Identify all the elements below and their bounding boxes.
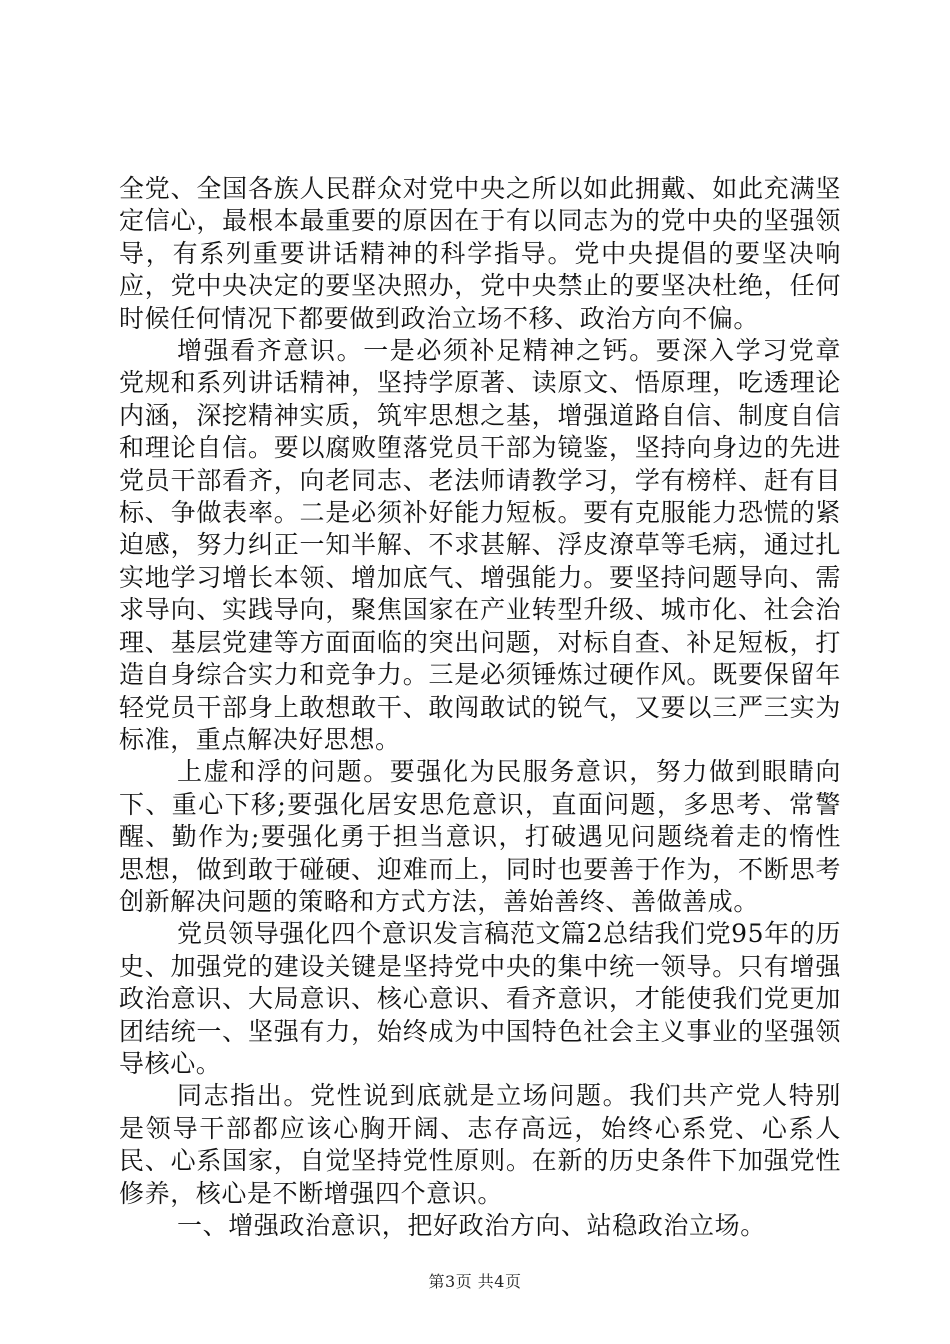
paragraph-alignment-awareness: 增强看齐意识。一是必须补足精神之钙。要深入学习党章党规和系列讲话精神，坚持学原著、读原文、悟原理，吃透理论内涵，深挖精神实质，筑牢思想之基，增强道路自信、制度自信和理论自信。要以腐败堕落党员干部为镜鉴，坚持向身边的先进党员干部看齐，向老同志、老法师请教学习，学有榜样、赶有目标、争做表率。二是必须补好能力短板。要有克服能力恐慌的紧迫感，努力纠正一知半解、不求甚解、浮皮潦草等毛病，通过扎实地学习增长本领、增加底气、增强能力。要坚持问题导向、需求导向、实践导向，聚焦国家在产业转型升级、城市化、社会治理、基层党建等方面面临的突出问题，对标自查、补足短板，打造自身综合实力和竞争力。三是必须锤炼过硬作风。既要保留年轻党员干部身上敢想敢干、敢闯敢试的锐气，又要以三严三实为标准，重点解决好思想。: [119, 336, 841, 754]
paragraph-continuation: 全党、全国各族人民群众对党中央之所以如此拥戴、如此充满坚定信心，最根本最重要的原因在于有以同志为的党中央的坚强领导，有系列重要讲话精神的科学指导。党中央提倡的要坚决响应，党中央决定的要坚决照办，党中央禁止的要坚决杜绝，任何时候任何情况下都要做到政治立场不移、政治方向不偏。: [119, 174, 841, 333]
document-body: [119, 173, 841, 1242]
paragraph-sample-2: 党员领导强化四个意识发言稿范文篇2总结我们党95年的历史、加强党的建设关键是坚持党中央的集中统一领导。只有增强政治意识、大局意识、核心意识、看齐意识，才能使我们党更加团结统一、坚强有力，始终成为中国特色社会主义事业的坚强领导核心。: [119, 919, 841, 1078]
paragraph-section-heading: 一、增强政治意识，把好政治方向、站稳政治立场。: [177, 1211, 766, 1240]
paragraph-party-spirit: 同志指出。党性说到底就是立场问题。我们共产党人特别是领导干部都应该心胸开阔、志存高远，始终心系党、心系人民、心系国家，自觉坚持党性原则。在新的历史条件下加强党性修养，核心是不断增强四个意识。: [119, 1081, 841, 1208]
paragraph-problems: 上虚和浮的问题。要强化为民服务意识，努力做到眼睛向下、重心下移;要强化居安思危意识，直面问题，多思考、常警醒、勤作为;要强化勇于担当意识，打破遇见问题绕着走的惰性思想，做到敢于碰硬、迎难而上，同时也要善于作为，不断思考创新解决问题的策略和方式方法，善始善终、善做善成。: [119, 757, 841, 916]
page-number-footer: 第3页 共4页: [428, 1272, 522, 1291]
